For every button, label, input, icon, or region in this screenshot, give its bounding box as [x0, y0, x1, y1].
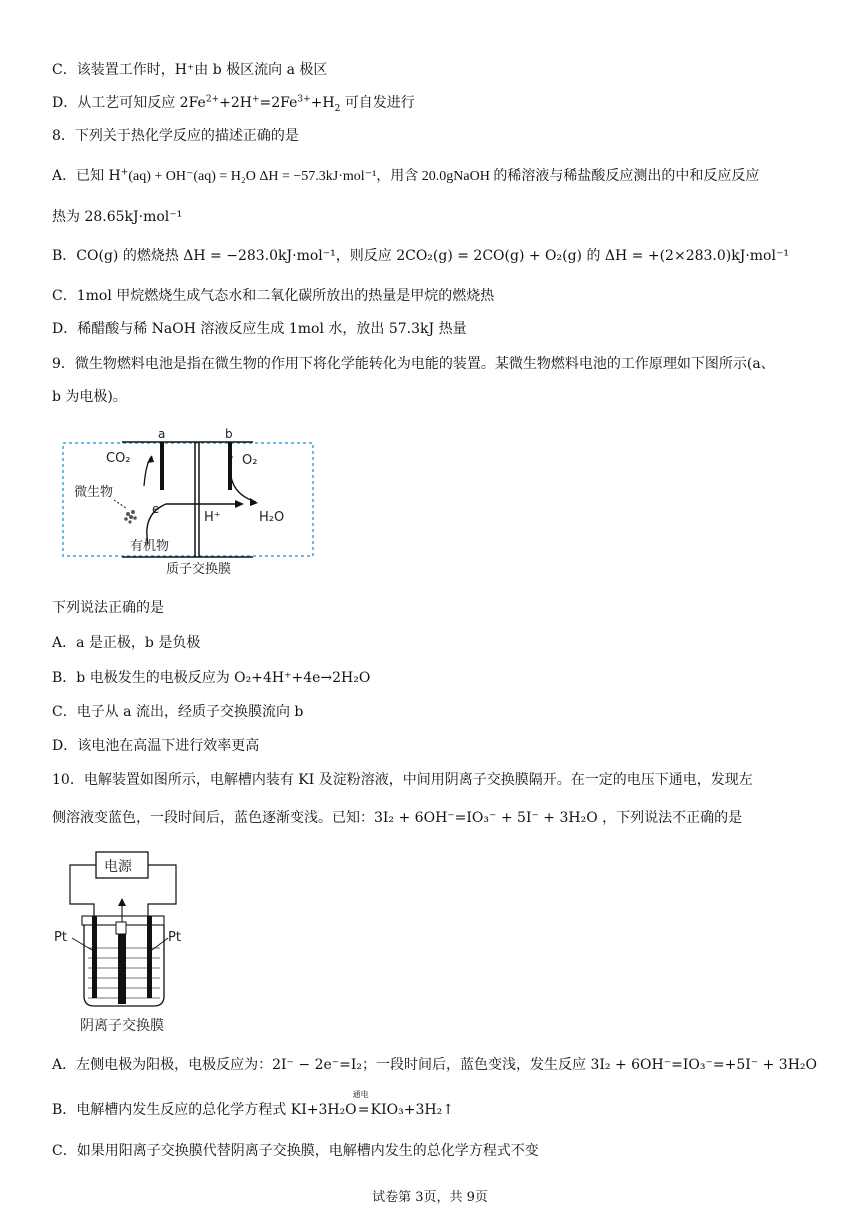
q9-stem-cont: b 为电极)。 — [52, 389, 127, 405]
pt-right-label: Pt — [168, 930, 181, 945]
label-o2: O₂ — [242, 453, 258, 468]
page-footer: 试卷第 3页，共 9页 — [372, 1190, 488, 1205]
label-organic: 有机物 — [130, 539, 170, 554]
q8-option-c: C．1mol 甲烷燃烧生成气态水和二氧化碳所放出的热量是甲烷的燃烧热 — [52, 288, 495, 304]
q9-prompt: 下列说法正确的是 — [52, 600, 164, 616]
label-e: e — [152, 502, 160, 516]
q9-option-a: A．a 是正极，b 是负极 — [52, 635, 201, 651]
label-h2o: H₂O — [259, 510, 285, 525]
q9-option-b: B．b 电极发生的电极反应为 O₂+4H⁺+4e→2H₂O — [52, 670, 371, 686]
label-membrane: 质子交换膜 — [166, 562, 232, 577]
q8-option-a-cont: 热为 28.65kJ·mol⁻¹ — [52, 209, 183, 225]
pt-electrode-left — [92, 916, 97, 998]
q10-b-pre: B．电解槽内发生反应的总化学方程式 KI+3H₂O — [52, 1102, 357, 1118]
vent-tube — [116, 922, 126, 934]
hplus-arrow — [147, 504, 238, 544]
q10-option-c: C．如果用阳离子交换膜代替阴离子交换膜，电解槽内发生的总化学方程式不变 — [52, 1143, 539, 1159]
q10-stem-cont: 侧溶液变蓝色，一段时间后，蓝色逐渐变浅。已知：3I₂ + 6OH⁻=IO₃⁻ + 5I⁻ + 3H₂O ，下列说法不正确的是 — [52, 810, 743, 826]
wire-right — [148, 865, 176, 916]
o2-arrowhead — [250, 498, 258, 506]
anion-membrane — [118, 928, 126, 1004]
q8-option-b: B．CO(g) 的燃烧热 ΔH = −283.0kJ·mol⁻¹，则反应 2CO₂(g) = 2CO(g) + O₂(g) 的 ΔH = +(2×283.0)kJ·mol⁻¹ — [52, 248, 789, 264]
fuel-cell-diagram — [60, 426, 320, 578]
label-microbe: 微生物 — [74, 485, 114, 500]
q8-stem: 8．下列关于热化学反应的描述正确的是 — [52, 128, 299, 144]
q10-option-a: A．左侧电极为阳极，电极反应为：2I⁻ − 2e⁻=I₂；一段时间后，蓝色变浅，发生反应 3I₂ + 6OH⁻=IO₃⁻=+5I⁻ + 3H₂O — [52, 1057, 818, 1073]
label-hplus: H⁺ — [204, 510, 221, 525]
q7-option-c: C．该装置工作时，H⁺由 b 极区流向 a 极区 — [52, 62, 328, 78]
q8-a-pre: A．已知 H — [52, 168, 121, 184]
q9-option-d: D．该电池在高温下进行效率更高 — [52, 738, 260, 754]
q10-option-b — [52, 1090, 454, 1120]
label-b: b — [225, 427, 233, 441]
microbe-cluster — [124, 510, 137, 524]
power-label: 电源 — [104, 859, 132, 875]
q8-a-eq: (aq) + OH⁻(aq) = H₂O ΔH = −57.3kJ·mol⁻¹，用含 20.0gNaOH 的稀溶液与稀盐酸反应测出的中和反应反应 — [128, 169, 760, 184]
membrane-caption: 阴离子交换膜 — [80, 1018, 164, 1034]
pt-left-pointer — [72, 938, 92, 950]
q8-option-a: A．已知 H+(aq) + OH⁻(aq) = H₂O ΔH = −57.3kJ·mol⁻¹，用含 20.0gNaOH 的稀溶液与稀盐酸反应测出的中和反应反应 — [52, 167, 760, 184]
q8-option-d: D．稀醋酸与稀 NaOH 溶液反应生成 1mol 水，放出 57.3kJ 热量 — [52, 321, 467, 337]
q10-stem: 10．电解装置如图所示，电解槽内装有 KI 及淀粉溶液，中间用阴离子交换膜隔开。在一定的电压下通电，发现左 — [52, 772, 753, 788]
q7-d-pre: D．从工艺可知反应 2Fe — [52, 95, 206, 111]
q10-b-condition: 通电 — [352, 1090, 369, 1099]
electrode-a — [160, 442, 164, 490]
q9-stem: 9．微生物燃料电池是指在微生物的作用下将化学能转化为电能的装置。某微生物燃料电池的工作原理如下图所示(a、 — [52, 356, 775, 372]
pt-left-label: Pt — [54, 930, 67, 945]
microbe-pointer — [114, 500, 126, 508]
label-a: a — [158, 427, 166, 441]
gas-arrowhead — [118, 898, 126, 906]
q7-d-post: 可自发进行 — [344, 95, 415, 111]
q10-b-post: KIO₃+3H₂↑ — [370, 1102, 454, 1118]
pt-electrode-right — [147, 916, 152, 998]
electrolysis-diagram — [52, 846, 212, 1036]
q7-option-d: D．从工艺可知反应 $2Fe^{2+}+2H^+=2Fe^{3+}+H_2$ 可自发进行 — [52, 94, 415, 114]
q9-option-c: C．电子从 a 流出，经质子交换膜流向 b — [52, 704, 304, 720]
hplus-arrowhead — [235, 500, 244, 508]
q10-b-equals: 通电 = — [352, 1090, 370, 1118]
wire-left — [70, 865, 96, 916]
label-co2: CO₂ — [106, 451, 131, 466]
